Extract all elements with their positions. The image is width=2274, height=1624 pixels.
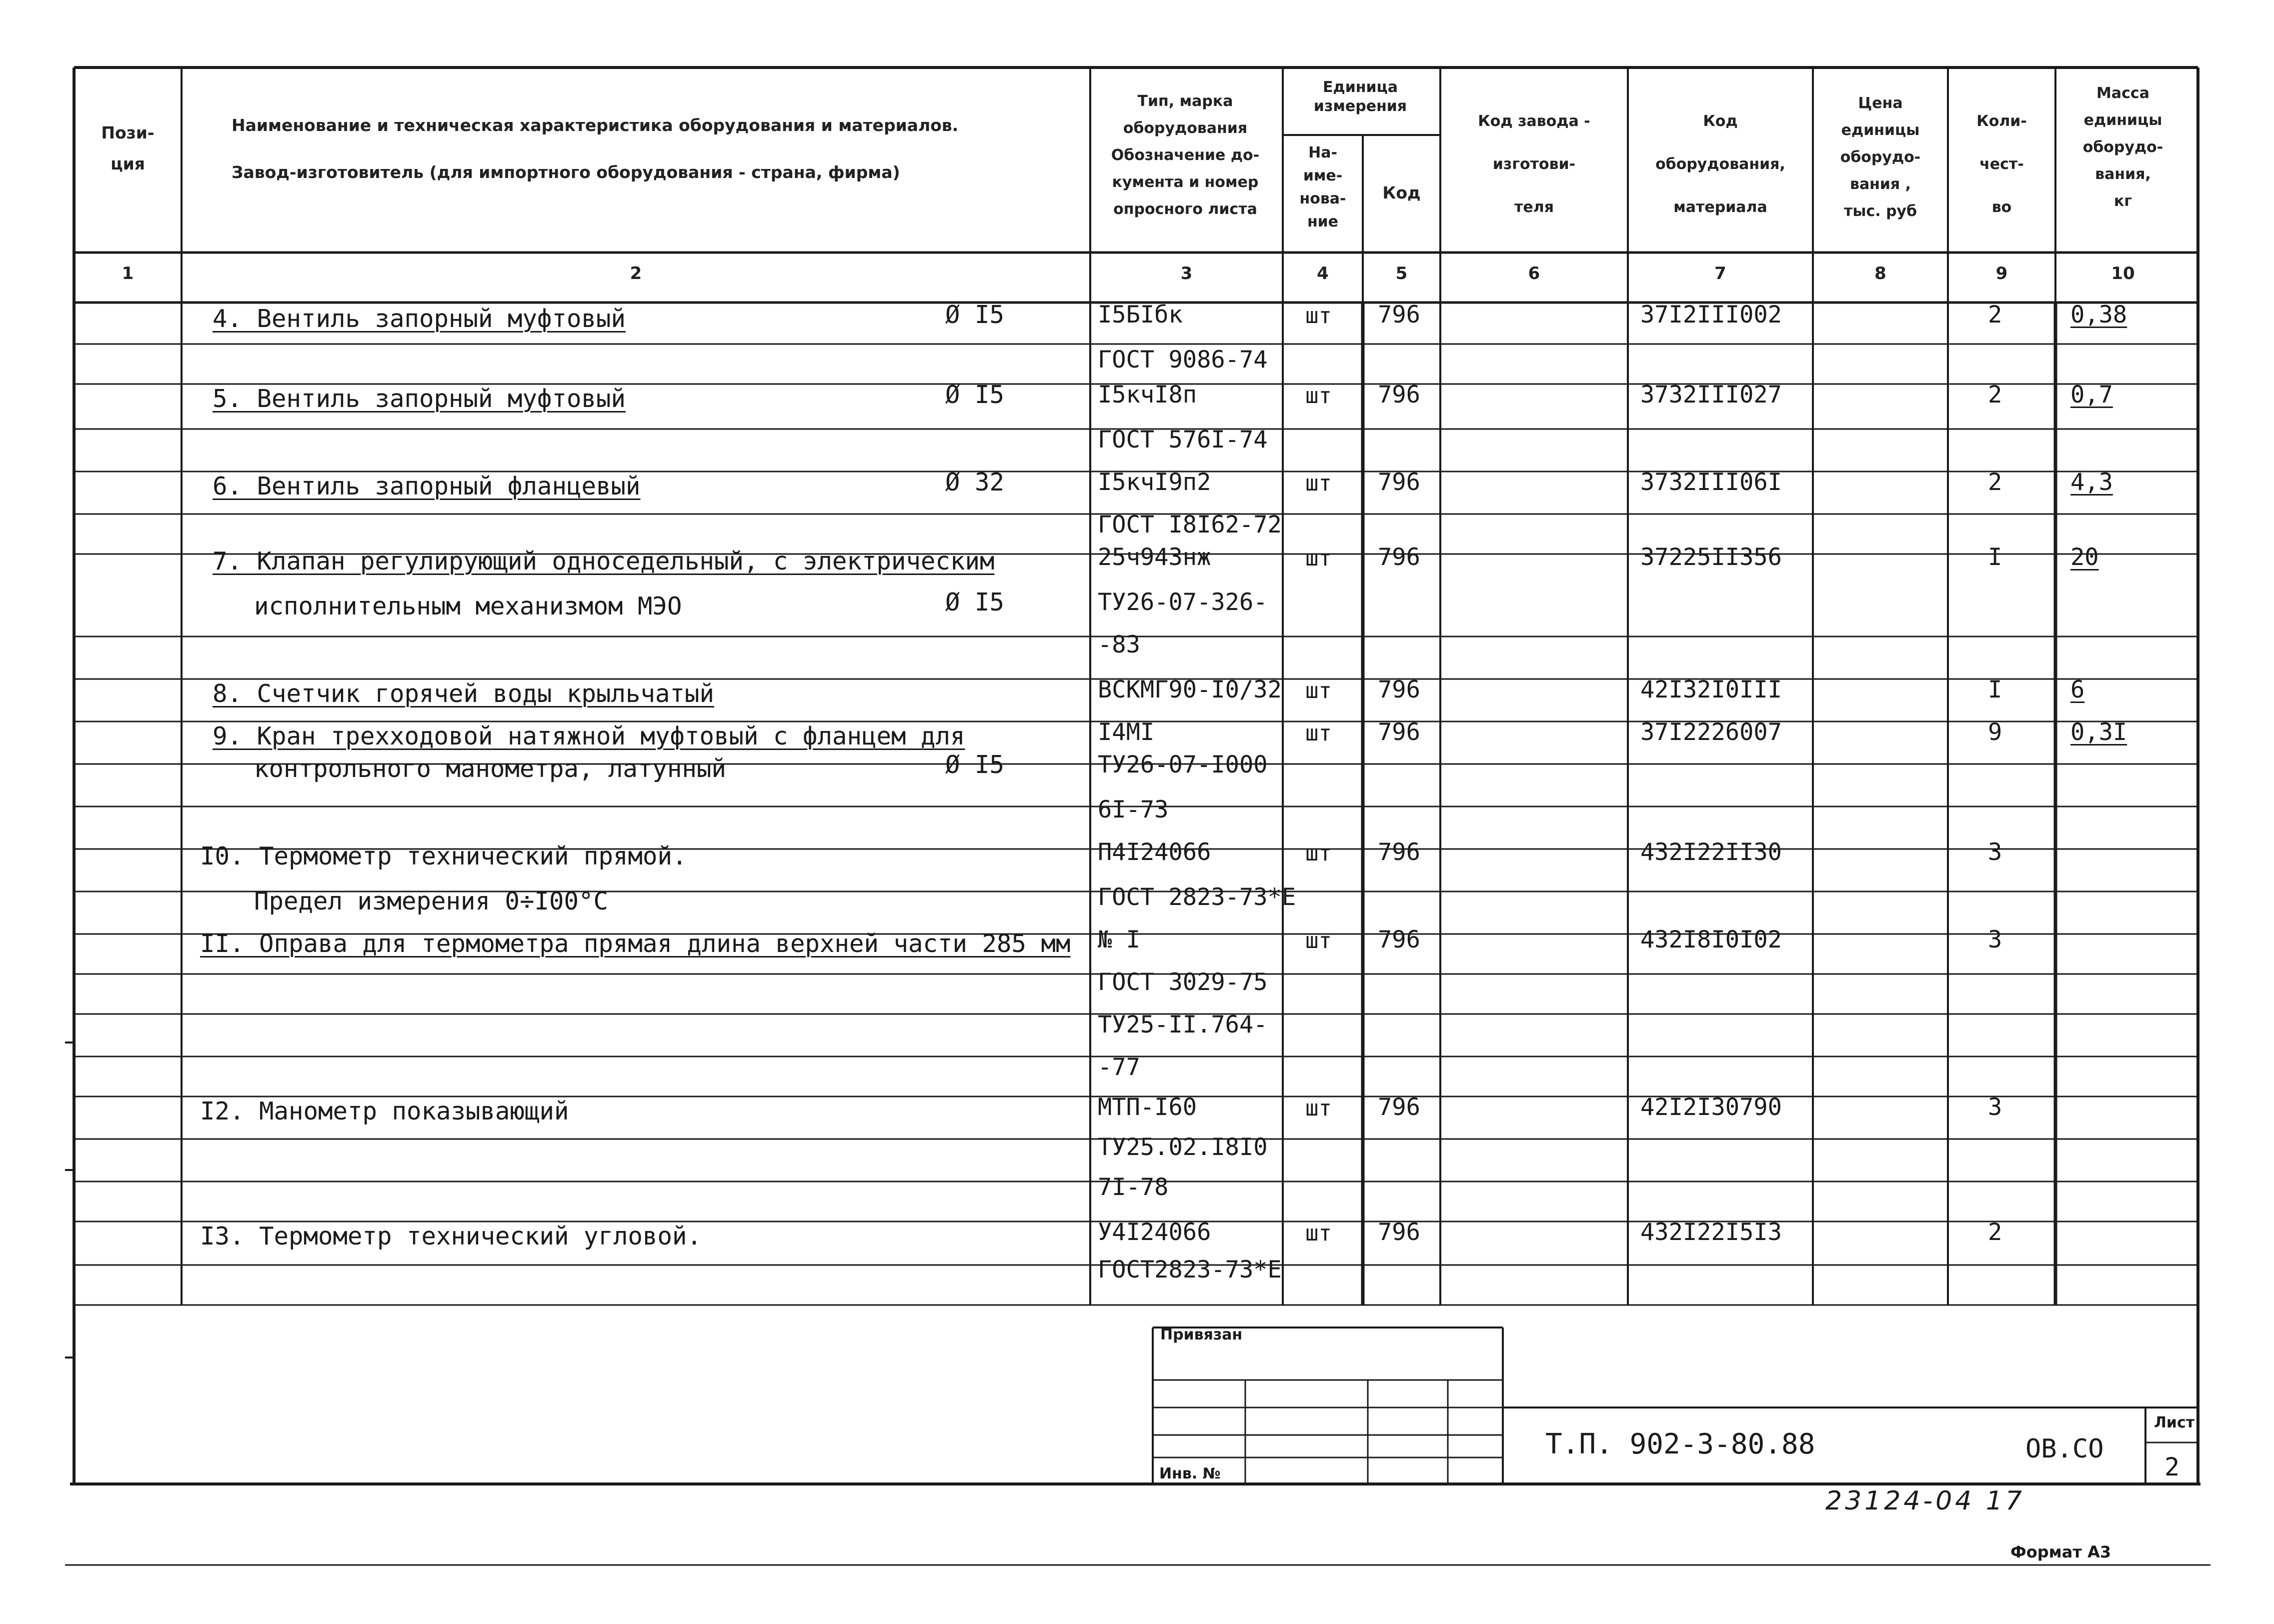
header-material-code: Код оборудования, материала: [1655, 112, 1785, 216]
header-position: Пози- ция: [101, 123, 155, 174]
header-quantity: Коли- чест- во: [1976, 112, 2027, 216]
item-diameter: Ø I5: [945, 380, 1005, 409]
item-unit: шт: [1305, 1096, 1332, 1121]
sheet-number: 2: [2164, 1452, 2180, 1482]
item-quantity: 3: [1988, 838, 2002, 866]
item-mass: 20: [2070, 544, 2099, 571]
item-name: 9. Кран трехходовой натяжной муфтовый с фланцем для: [213, 722, 965, 750]
item-unit-code: 796: [1378, 1218, 1420, 1246]
item-type: № I: [1098, 926, 1140, 954]
item-type: ГОСТ 576I-74: [1098, 426, 1268, 454]
header-price: Цена единицы оборудо- вания , тыс. руб: [1840, 94, 1921, 220]
header-unit-name: На- име- нова- ние: [1299, 144, 1346, 230]
column-number: 2: [630, 264, 642, 284]
item-unit-code: 796: [1378, 301, 1420, 328]
header-unit-code: Код: [1382, 183, 1421, 202]
column-number: 1: [122, 264, 134, 284]
item-material-code: 432I8I0I02: [1640, 926, 1782, 954]
column-number: 3: [1180, 264, 1193, 284]
header-mass: Масса единицы оборудо- вания, кг: [2082, 84, 2163, 210]
item-diameter: Ø I5: [945, 300, 1005, 329]
item-unit: шт: [1305, 383, 1332, 408]
document-code: Т.П. 902-3-80.88: [1545, 1428, 1815, 1460]
item-material-code: 42I32I0III: [1640, 676, 1782, 704]
header-type: Тип, марка оборудования Обозначение до- кумента и номер опросного листа: [1111, 92, 1260, 218]
item-quantity: 2: [1988, 381, 2002, 408]
item-type: У4I24066: [1098, 1218, 1211, 1246]
item-type: ГОСТ 2823-73*Е: [1098, 884, 1296, 911]
item-type: ГОСТ2823-73*Е: [1098, 1256, 1282, 1284]
item-name: 8. Счетчик горячей воды крыльчатый: [213, 680, 715, 708]
item-quantity: I: [1988, 544, 2002, 571]
item-diameter: Ø I5: [945, 750, 1005, 779]
item-type: ТУ26-07-326-: [1098, 588, 1268, 616]
column-number: 7: [1714, 264, 1726, 284]
item-diameter: Ø I5: [945, 588, 1005, 616]
item-type: 6I-73: [1098, 796, 1169, 824]
item-unit-code: 796: [1378, 926, 1420, 954]
item-unit-code: 796: [1378, 381, 1420, 408]
item-name: I2. Манометр показывающий: [200, 1097, 569, 1126]
item-type: ГОСТ 9086-74: [1098, 346, 1268, 374]
item-name: 4. Вентиль запорный муфтовый: [213, 304, 626, 333]
item-unit-code: 796: [1378, 468, 1420, 496]
item-type: МТП-I60: [1098, 1094, 1197, 1121]
item-unit: шт: [1305, 720, 1332, 746]
bound-label: Привязан: [1160, 1326, 1243, 1344]
item-name: Предел измерения 0÷I00°C: [254, 887, 609, 916]
column-number: 5: [1395, 264, 1408, 284]
item-name: I0. Термометр технический прямой.: [200, 842, 687, 870]
item-name: 5. Вентиль запорный муфтовый: [213, 384, 626, 413]
item-type: 7I-78: [1098, 1174, 1169, 1201]
archive-number: 23124-04 17: [1825, 1486, 2025, 1516]
sheet-label: Лист: [2154, 1414, 2195, 1432]
item-type: I5кчI9п2: [1098, 468, 1211, 496]
column-number: 10: [2111, 264, 2135, 284]
item-type: I5БIбк: [1098, 301, 1183, 328]
item-quantity: 3: [1988, 1094, 2002, 1121]
item-type: ТУ25.02.I8I0: [1098, 1134, 1268, 1161]
column-number: 6: [1528, 264, 1540, 284]
item-material-code: 37I2III002: [1640, 301, 1782, 328]
item-unit: шт: [1305, 303, 1332, 328]
item-unit-code: 796: [1378, 718, 1420, 746]
item-name: II. Оправа для термометра прямая длина верхней части 285 мм: [200, 930, 1071, 958]
item-type: ТУ25-II.764-: [1098, 1011, 1268, 1038]
item-material-code: 37I2226007: [1640, 718, 1782, 746]
item-type: ГОСТ 3029-75: [1098, 968, 1268, 996]
item-unit-code: 796: [1378, 544, 1420, 571]
item-name: исполнительным механизмом МЭО: [254, 592, 682, 620]
item-unit: шт: [1305, 470, 1332, 496]
item-type: I4MI: [1098, 718, 1155, 746]
item-quantity: 9: [1988, 718, 2002, 746]
item-unit: шт: [1305, 1220, 1332, 1246]
item-material-code: 432I22I5I3: [1640, 1218, 1782, 1246]
header-name: Наименование и техническая характеристика оборудования и материалов. Завод-изготовитель (для импортного оборудования - страна, фирма): [232, 116, 959, 182]
item-name: 7. Клапан регулирующий односедельный, с электрическим: [213, 547, 995, 576]
column-number: 9: [1995, 264, 2008, 284]
format-label: Формат А3: [2010, 1542, 2111, 1562]
item-name: 6. Вентиль запорный фланцевый: [213, 472, 641, 500]
item-type: -77: [1098, 1054, 1140, 1081]
item-unit: шт: [1305, 546, 1332, 571]
item-mass: 0,7: [2070, 381, 2113, 408]
item-material-code: 37225II356: [1640, 544, 1782, 571]
item-name: контрольного манометра, латунный: [254, 754, 727, 783]
item-type: -83: [1098, 631, 1140, 658]
inventory-label: Инв. №: [1159, 1465, 1221, 1482]
item-type: I5кчI8п: [1098, 381, 1197, 408]
item-unit-code: 796: [1378, 1094, 1420, 1121]
item-diameter: Ø 32: [945, 468, 1005, 496]
item-mass: 4,3: [2070, 468, 2113, 496]
column-number: 4: [1317, 264, 1329, 284]
item-material-code: 3732III027: [1640, 381, 1782, 408]
item-quantity: 2: [1988, 301, 2002, 328]
column-number: 8: [1874, 264, 1886, 284]
header-plant-code: Код завода - изготови- теля: [1478, 112, 1590, 216]
item-mass: 6: [2070, 676, 2085, 704]
item-mass: 0,38: [2070, 301, 2127, 328]
item-material-code: 432I22II30: [1640, 838, 1782, 866]
item-unit: шт: [1305, 928, 1332, 954]
item-quantity: 2: [1988, 1218, 2002, 1246]
item-type: П4I24066: [1098, 838, 1211, 866]
item-type: 25ч943нж: [1098, 544, 1211, 571]
item-type: ТУ26-07-I000: [1098, 751, 1268, 778]
item-mass: 0,3I: [2070, 718, 2127, 746]
item-quantity: 2: [1988, 468, 2002, 496]
item-quantity: 3: [1988, 926, 2002, 954]
item-name: I3. Термометр технический угловой.: [200, 1222, 702, 1250]
section-code: ОВ.СО: [2025, 1434, 2104, 1464]
item-quantity: I: [1988, 676, 2002, 704]
item-material-code: 3732III06I: [1640, 468, 1782, 496]
item-unit-code: 796: [1378, 676, 1420, 704]
item-unit: шт: [1305, 840, 1332, 866]
item-unit-code: 796: [1378, 838, 1420, 866]
item-type: ВСКМГ90-I0/32: [1098, 676, 1282, 704]
header-unit-group: Единица измерения: [1313, 78, 1407, 115]
item-unit: шт: [1305, 678, 1332, 704]
item-material-code: 42I2I30790: [1640, 1094, 1782, 1121]
item-type: ГОСТ I8I62-72: [1098, 511, 1282, 538]
